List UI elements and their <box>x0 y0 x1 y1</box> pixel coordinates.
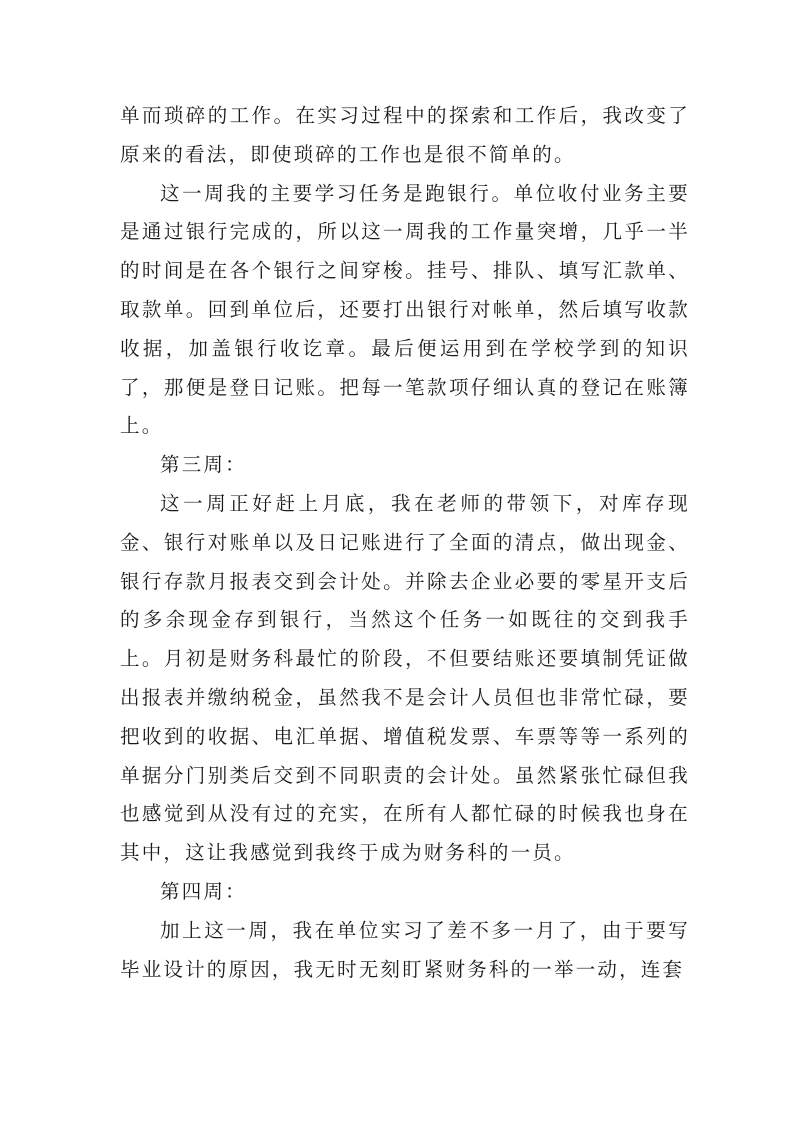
heading-week-three: 第三周： <box>160 453 247 477</box>
paragraph-week-three: 这一周正好赶上月底，我在老师的带领下，对库存现金、银行对账单以及日记账进行了全面的清点，做出现金、银行存款月报表交到会计处。并除去企业必要的零星开支后的多余现金存到银行，当然这个任务一如既往的交到我手上。月初是财务科最忙的阶段，不但要结账还要填制凭证做出报表并缴纳税金，虽然我不是会计人员但也非常忙碌，要把收到的收据、电汇单据、增值税发票、车票等等一系列的单据分门别类后交到不同职责的会计处。虽然紧张忙碌但我也感觉到从没有过的充实，在所有人都忙碌的时候我也身在其中，这让我感觉到我终于成为财务科的一员。 <box>120 491 690 865</box>
paragraph-continuation: 单而琐碎的工作。在实习过程中的探索和工作后，我改变了原来的看法，即使琐碎的工作也是很不简单的。 <box>120 104 690 166</box>
document-body <box>120 97 690 989</box>
paragraph-week-four: 加上这一周，我在单位实习了差不多一月了，由于要写毕业设计的原因，我无时无刻盯紧财务科的一举一动，连套 <box>120 918 690 981</box>
heading-week-four: 第四周： <box>160 879 247 903</box>
paragraph-week-two-bank: 这一周我的主要学习任务是跑银行。单位收付业务主要是通过银行完成的，所以这一周我的工作量突增，几乎一半的时间是在各个银行之间穿梭。挂号、排队、填写汇款单、取款单。回到单位后，还要打出银行对帐单，然后填写收款收据，加盖银行收讫章。最后便运用到在学校学到的知识了，那便是登日记账。把每一笔款项仔细认真的登记在账簿上。 <box>120 181 690 438</box>
